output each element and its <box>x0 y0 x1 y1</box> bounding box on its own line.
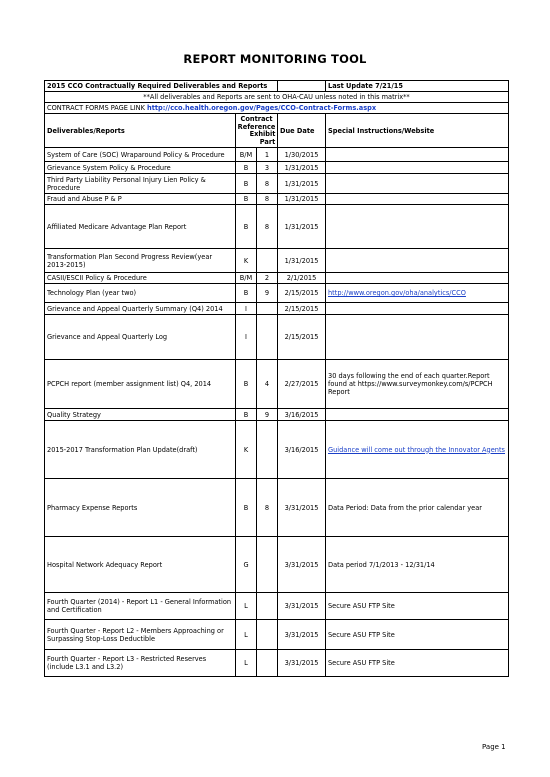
contract-exhibit <box>257 650 278 677</box>
technology-plan-link[interactable]: http://www.oregon.gov/oha/analytics/CCO <box>328 289 466 297</box>
contract-exhibit: 9 <box>257 284 278 303</box>
col-header-special: Special Instructions/Website <box>326 114 509 148</box>
special-instructions <box>326 284 509 303</box>
contract-exhibit: 3 <box>257 162 278 174</box>
special-instructions <box>326 162 509 174</box>
deliverable-name: Technology Plan (year two) <box>45 284 236 303</box>
due-date: 3/16/2015 <box>278 409 326 421</box>
report-table <box>44 80 509 677</box>
empty-header-cell <box>278 81 326 92</box>
due-date: 3/31/2015 <box>278 620 326 650</box>
special-instructions <box>326 205 509 249</box>
deliverable-name: Fourth Quarter - Report L2 - Members Approaching or Surpassing Stop-Loss Deductible <box>45 620 236 650</box>
contract-part: B <box>236 479 257 537</box>
due-date: 3/31/2015 <box>278 479 326 537</box>
col-header-reference <box>236 114 278 148</box>
table-row <box>45 148 509 162</box>
reference-label: Contract Reference <box>237 115 276 131</box>
due-date: 3/31/2015 <box>278 593 326 620</box>
special-instructions <box>326 148 509 162</box>
table-row <box>45 284 509 303</box>
table-row <box>45 194 509 205</box>
contract-part: B <box>236 205 257 249</box>
special-instructions: Secure ASU FTP Site <box>326 593 509 620</box>
table-row <box>45 273 509 284</box>
deliverable-name: CASII/ESCII Policy & Procedure <box>45 273 236 284</box>
program-title: 2015 CCO Contractually Required Deliverables and Reports <box>47 82 268 90</box>
deliverable-name: System of Care (SOC) Wraparound Policy & Procedure <box>45 148 236 162</box>
contract-exhibit: 8 <box>257 205 278 249</box>
contract-exhibit <box>257 593 278 620</box>
due-date: 2/15/2015 <box>278 303 326 315</box>
special-instructions <box>326 421 509 479</box>
due-date: 2/15/2015 <box>278 315 326 360</box>
table-row <box>45 249 509 273</box>
deliverable-name: Fourth Quarter (2014) - Report L1 - General Information and Certification <box>45 593 236 620</box>
due-date: 1/31/2015 <box>278 249 326 273</box>
table-row <box>45 162 509 174</box>
contract-exhibit <box>257 421 278 479</box>
forms-link-row <box>45 103 509 114</box>
contract-part: B/M <box>236 148 257 162</box>
contract-part: B <box>236 360 257 409</box>
contract-part: L <box>236 593 257 620</box>
special-instructions <box>326 249 509 273</box>
contract-part: K <box>236 421 257 479</box>
due-date: 1/31/2015 <box>278 194 326 205</box>
due-date: 3/31/2015 <box>278 537 326 593</box>
special-instructions: Secure ASU FTP Site <box>326 620 509 650</box>
contract-part: L <box>236 620 257 650</box>
guidance-link[interactable]: Guidance will come out through the Innovator Agents <box>328 445 505 454</box>
contract-part: I <box>236 303 257 315</box>
contract-exhibit <box>257 537 278 593</box>
exhibit-label: Exhibit <box>249 130 276 139</box>
special-instructions <box>326 174 509 194</box>
forms-link-label: CONTRACT FORMS PAGE LINK <box>47 104 148 112</box>
due-date: 3/16/2015 <box>278 421 326 479</box>
contract-exhibit <box>257 303 278 315</box>
table-row <box>45 315 509 360</box>
table-row <box>45 421 509 479</box>
due-date: 2/27/2015 <box>278 360 326 409</box>
contract-exhibit <box>257 249 278 273</box>
deliverable-name: 2015-2017 Transformation Plan Update(draft) <box>45 421 236 479</box>
due-date: 1/30/2015 <box>278 148 326 162</box>
due-date: 2/15/2015 <box>278 284 326 303</box>
deliverable-name: Pharmacy Expense Reports <box>45 479 236 537</box>
contract-part: L <box>236 650 257 677</box>
contract-exhibit: 9 <box>257 409 278 421</box>
special-instructions: Secure ASU FTP Site <box>326 650 509 677</box>
deliverable-name: Grievance System Policy & Procedure <box>45 162 236 174</box>
special-instructions <box>326 303 509 315</box>
contract-exhibit <box>257 315 278 360</box>
special-instructions <box>326 315 509 360</box>
deliverable-name: Fourth Quarter - Report L3 - Restricted Reserves (include L3.1 and L3.2) <box>45 650 236 677</box>
special-instructions <box>326 194 509 205</box>
due-date: 3/31/2015 <box>278 650 326 677</box>
contract-exhibit <box>257 620 278 650</box>
routing-note: **All deliverables and Reports are sent to OHA-CAU unless noted in this matrix** <box>45 92 509 103</box>
contract-part: G <box>236 537 257 593</box>
part-label: Part <box>259 138 276 145</box>
contract-exhibit: 8 <box>257 479 278 537</box>
contract-exhibit: 2 <box>257 273 278 284</box>
table-row <box>45 593 509 620</box>
deliverable-name: Grievance and Appeal Quarterly Log <box>45 315 236 360</box>
contract-part: B <box>236 174 257 194</box>
table-row <box>45 205 509 249</box>
table-row <box>45 174 509 194</box>
contract-part: I <box>236 315 257 360</box>
contract-part: B/M <box>236 273 257 284</box>
special-instructions <box>326 409 509 421</box>
deliverable-name: Grievance and Appeal Quarterly Summary (Q4) 2014 <box>45 303 236 315</box>
deliverable-name: Hospital Network Adequacy Report <box>45 537 236 593</box>
deliverable-name: Third Party Liability Personal Injury Lien Policy & Procedure <box>45 174 236 194</box>
contract-exhibit: 4 <box>257 360 278 409</box>
deliverable-name: Transformation Plan Second Progress Review(year 2013-2015) <box>45 249 236 273</box>
table-row <box>45 303 509 315</box>
table-row <box>45 360 509 409</box>
due-date: 2/1/2015 <box>278 273 326 284</box>
table-row <box>45 620 509 650</box>
deliverable-name: Affiliated Medicare Advantage Plan Report <box>45 205 236 249</box>
contract-part: B <box>236 162 257 174</box>
contract-exhibit: 8 <box>257 174 278 194</box>
contract-exhibit: 8 <box>257 194 278 205</box>
forms-link[interactable]: http://cco.health.oregon.gov/Pages/CCO-Contract-Forms.aspx <box>147 104 377 112</box>
table-row <box>45 650 509 677</box>
table-row <box>45 537 509 593</box>
deliverable-name: Quality Strategy <box>45 409 236 421</box>
special-instructions: 30 days following the end of each quarter.Report found at https://www.surveymonkey.com/s/PCPCH Report <box>326 360 509 409</box>
due-date: 1/31/2015 <box>278 174 326 194</box>
program-title-cell <box>45 81 278 92</box>
last-update: Last Update 7/21/15 <box>326 81 509 92</box>
contract-part: B <box>236 409 257 421</box>
special-instructions: Data period 7/1/2013 - 12/31/14 <box>326 537 509 593</box>
due-date: 1/31/2015 <box>278 162 326 174</box>
contract-part: K <box>236 249 257 273</box>
col-header-deliverables: Deliverables/Reports <box>45 114 236 148</box>
contract-part: B <box>236 284 257 303</box>
contract-exhibit: 1 <box>257 148 278 162</box>
due-date: 1/31/2015 <box>278 205 326 249</box>
deliverable-name: PCPCH report (member assignment list) Q4, 2014 <box>45 360 236 409</box>
special-instructions <box>326 273 509 284</box>
page-title: REPORT MONITORING TOOL <box>183 52 367 66</box>
page-number: Page 1 <box>482 743 506 751</box>
contract-part: B <box>236 194 257 205</box>
table-row <box>45 479 509 537</box>
col-header-due-date: Due Date <box>278 114 326 148</box>
special-instructions: Data Period: Data from the prior calendar year <box>326 479 509 537</box>
table-row <box>45 409 509 421</box>
deliverable-name: Fraud and Abuse P & P <box>45 194 236 205</box>
